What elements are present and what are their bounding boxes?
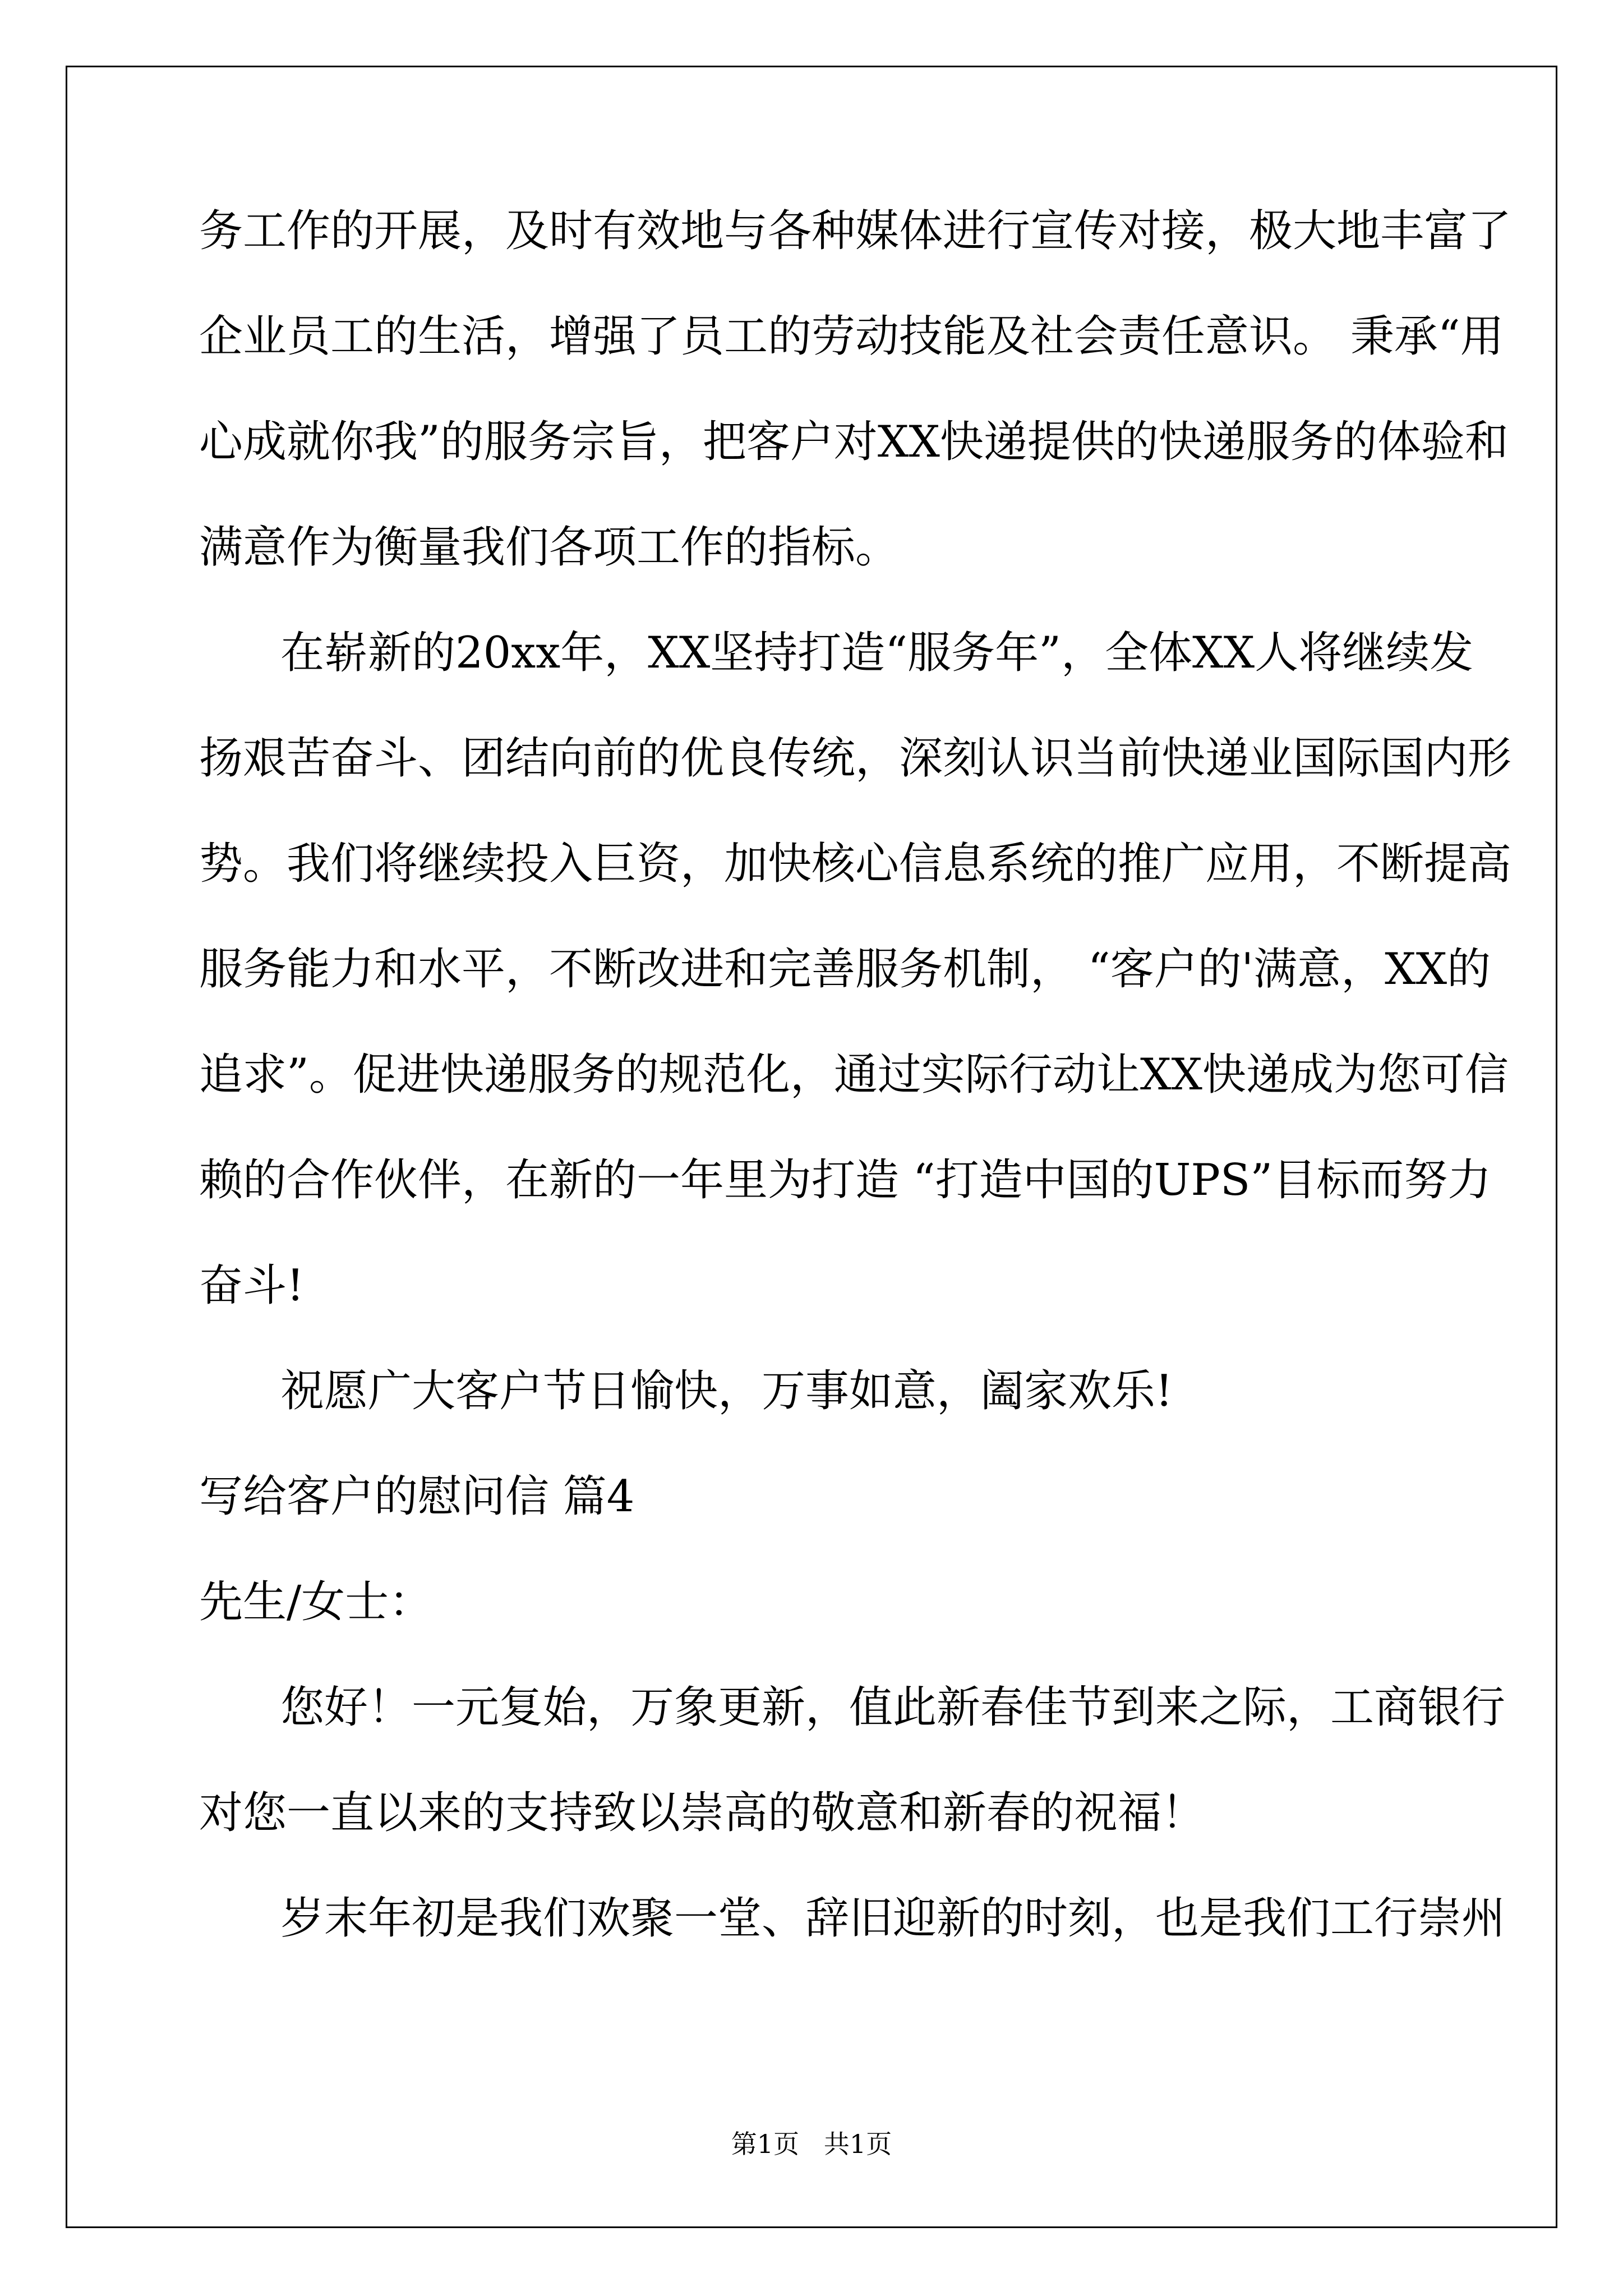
body-line: 满意作为衡量我们各项工作的指标。: [199, 522, 900, 573]
body-line: 扬艰苦奋斗、团结向前的优良传统，深刻认识当前快递业国际国内形: [199, 733, 1512, 784]
body-line: 企业员工的生活，增强了员工的劳动技能及社会责任意识。 秉承“用: [199, 311, 1504, 362]
body-line: 祝愿广大客户节日愉快，万事如意，阖家欢乐!: [280, 1366, 1173, 1416]
body-line: 务工作的开展，及时有效地与各种媒体进行宣传对接，极大地丰富了: [199, 206, 1512, 256]
body-line: 奋斗!: [199, 1260, 305, 1311]
body-line: 服务能力和水平，不断改进和完善服务机制， “客户的'满意，XX的: [199, 944, 1491, 995]
body-line: 势。我们将继续投入巨资，加快核心信息系统的推广应用，不断提高: [199, 839, 1512, 889]
body-line: 您好！一元复始，万象更新，值此新春佳节到来之际，工商银行: [280, 1682, 1506, 1733]
body-line: 在崭新的20xx年，XX坚持打造“服务年”，全体XX人将继续发: [280, 628, 1474, 678]
body-line: 心成就你我”的服务宗旨，把客户对XX快递提供的快递服务的体验和: [199, 417, 1509, 467]
page-footer: 第1页 共1页: [731, 2129, 892, 2159]
section-heading: 写给客户的慰问信 篇4: [199, 1471, 635, 1522]
body-line: 对您一直以来的支持致以崇高的敬意和新春的祝福！: [199, 1788, 1206, 1838]
salutation: 先生/女士：: [199, 1577, 433, 1627]
body-line: 追求”。促进快递服务的规范化，通过实际行动让XX快递成为您可信: [199, 1050, 1509, 1100]
body-line: 岁末年初是我们欢聚一堂、辞旧迎新的时刻，也是我们工行崇州: [280, 1893, 1506, 1944]
body-line: 赖的合作伙伴，在新的一年里为打造 “打造中国的UPS”目标而努力: [199, 1155, 1492, 1205]
